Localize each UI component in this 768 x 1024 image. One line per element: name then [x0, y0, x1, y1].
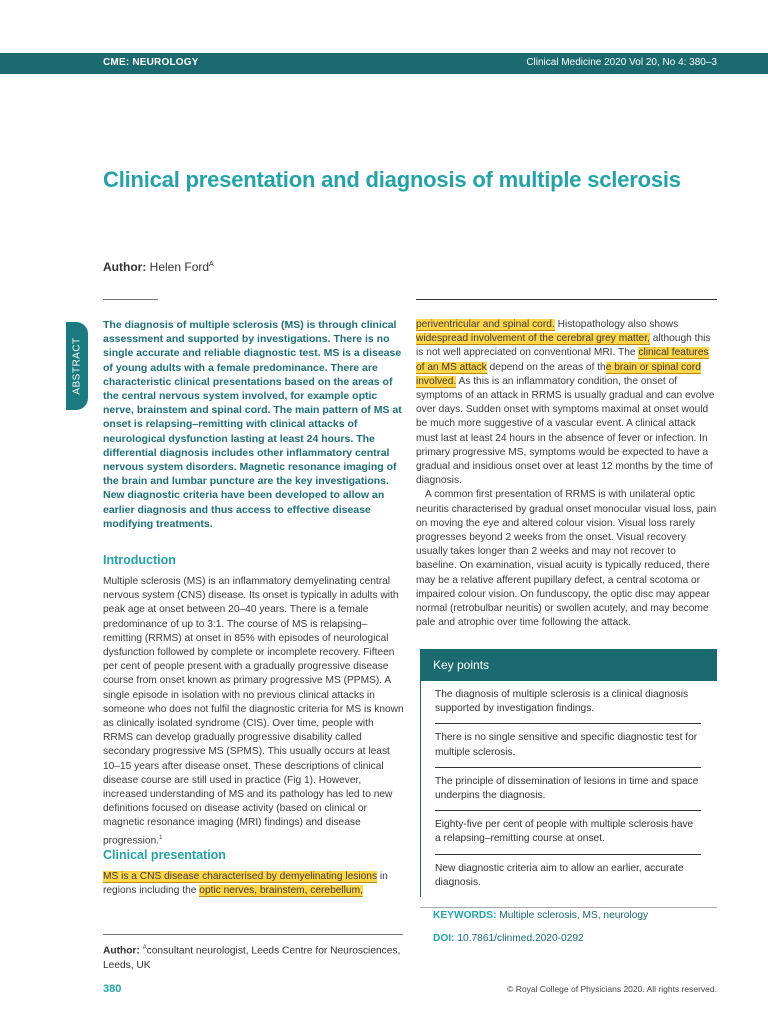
introduction-text [103, 575, 405, 848]
highlighted-text: clinical features of an MS attack [416, 347, 709, 373]
footnote-label: Author: [103, 945, 140, 957]
key-point-item: There is no single sensitive and specific diagnostic test for multiple sclerosis. [435, 724, 701, 767]
author-line [103, 260, 214, 274]
key-points-box [420, 649, 717, 897]
footnote-affiliation-mark: A [142, 945, 147, 951]
right-paragraph-2: A common first presentation of RRMS is with unilateral optic neuritis characterised by gradual onset monocular visual loss, pain on moving the eye and altered colour vision. Visual loss rarely progresses beyond 2 weeks from the onset. Visual recovery usually takes longer than 2 weeks and may not recover to baseline. On examination, visual acuity is typically reduced, there may be a relative afferent pupillary defect, a central scotoma or impaired colour vision. On funduscopy, the optic disc may appear normal (retrobulbar neuritis) or swollen acutely, and may become pale and atrophic over time following the attack. [416, 489, 717, 629]
page-number: 380 [103, 983, 122, 995]
highlighted-text: widespread involvement of the cerebral grey matter, [416, 333, 650, 345]
key-point-item: New diagnostic criteria aim to allow an earlier, accurate diagnosis. [435, 862, 684, 888]
keywords-value: Multiple sclerosis, MS, neurology [499, 910, 649, 921]
abstract-tab-label: ABSTRACT [71, 337, 83, 395]
abstract-text: The diagnosis of multiple sclerosis (MS) is through clinical assessment and supported by investigations. There is no single accurate and reliable diagnostic test. MS is a disease of young adults with a female predominance. There are characteristic clinical presentations based on the areas of the central nervous system involved, for example optic nerve, brainstem and spinal cord. The main pattern of MS at onset is relapsing–remitting with clinical attacks of neurological dysfunction lasting at least 24 hours. The differential diagnosis includes other inflammatory central nervous system disorders. Magnetic resonance imaging of the brain and lumbar puncture are the key investigations. New diagnostic criteria have been developed to allow an earlier diagnosis and thus access to effective disease modifying treatments. [103, 319, 402, 530]
article-title: Clinical presentation and diagnosis of multiple sclerosis [103, 167, 681, 192]
body-text: in regions including the [103, 871, 388, 897]
doi-label: DOI: [433, 933, 455, 944]
body-text: As this is an inflammatory condition, the onset of symptoms of an attack in RRMS is usually gradual and can evolve over days. Sudden onset with symptoms maximal at onset would be much more suggestive of a vascular event. A clinical attack must last at least 24 hours in the absence of fever or infection. In primary progressive MS, symptoms would be expected to have a gradual and insidious onset over at least 12 months by the time of diagnosis. [416, 375, 715, 487]
divider-left [103, 299, 158, 300]
doi-line [433, 933, 584, 944]
right-paragraph-1 [416, 318, 718, 488]
body-text: depend on the areas of th [486, 361, 606, 373]
highlighted-text: periventricular and spinal cord. [416, 319, 555, 330]
key-points-list [420, 681, 717, 897]
right-column [416, 318, 718, 630]
key-point-item: Eighty-five per cent of people with multiple sclerosis have a relapsing–remitting course at onset. [435, 811, 701, 854]
author-label: Author: [103, 260, 147, 274]
introduction-paragraph: Multiple sclerosis (MS) is an inflammatory demyelinating central nervous system (CNS) disease. Its onset is typically in adults with peak age at onset between 20–40 years. There is a female predominance of up to 3:1. The course of MS is relapsing–remitting (RRMS) at onset in 85% with episodes of neurological dysfunction followed by complete or incomplete recovery. Fifteen per cent of people present with a gradually progressive disease course from onset known as primary progressive MS (PPMS). A single episode in isolation with no previous clinical attacks in someone who does not fulfil the diagnostic criteria for MS is known as clinically isolated syndrome (CIS). Over time, people with RRMS can develop gradually progressive disability called secondary progressive MS (SPMS). This usually occurs at least 10–15 years after disease onset. These descriptions of clinical disease course are still used in practice (Fig 1). However, increased understanding of MS and its pathology has led to new definitions focused on disease activity (based on clinical or magnetic resonance imaging (MRI) findings) and disease progression. [103, 576, 404, 847]
author-name: Helen Ford [149, 260, 210, 274]
body-text: although this is not well appreciated on conventional MRI. The [416, 333, 711, 359]
journal-header-bar [0, 53, 768, 74]
section-label: CME: NEUROLOGY [103, 57, 199, 68]
highlighted-text: MS is a CNS disease characterised by demyelinating lesions [103, 871, 378, 882]
journal-citation: Clinical Medicine 2020 Vol 20, No 4: 380–3 [526, 57, 717, 68]
key-point-item: The principle of dissemination of lesions in time and space underpins the diagnosis. [435, 768, 701, 811]
keywords-line [433, 910, 648, 921]
author-footnote [103, 934, 403, 973]
keywords-divider [420, 907, 717, 908]
clinical-presentation-heading: Clinical presentation [103, 848, 226, 862]
body-text: Histopathology also shows [554, 319, 679, 330]
clinical-presentation-text [103, 870, 405, 898]
key-points-heading: Key points [420, 649, 717, 681]
keywords-label: KEYWORDS: [433, 910, 497, 921]
footnote-text: consultant neurologist, Leeds Centre for Neurosciences, Leeds, UK [103, 945, 401, 971]
author-affiliation-mark: A [209, 261, 214, 268]
key-point-item: The diagnosis of multiple sclerosis is a clinical diagnosis supported by investigation findings. [435, 681, 701, 724]
reference-marker: 1 [159, 834, 163, 841]
abstract-tab [66, 322, 88, 410]
doi-link[interactable]: 10.7861/clinmed.2020-0292 [457, 933, 584, 944]
copyright-notice: © Royal College of Physicians 2020. All rights reserved. [507, 984, 717, 994]
highlighted-text: optic nerves, brainstem, cerebellum, [199, 885, 363, 897]
divider-right [416, 299, 717, 300]
introduction-heading: Introduction [103, 553, 176, 567]
highlighted-text: e brain or spinal cord involved. [416, 361, 701, 387]
